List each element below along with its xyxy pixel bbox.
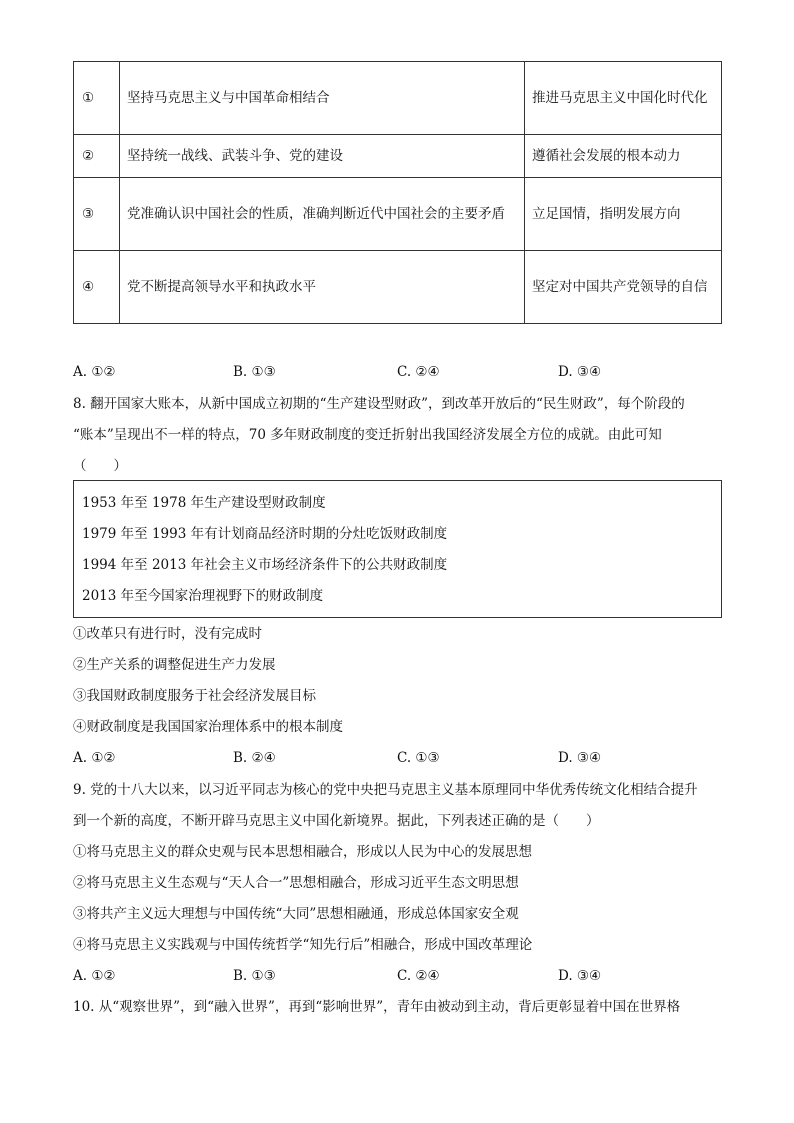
material-line: 1953 年至 1978 年生产建设型财政制度 bbox=[82, 495, 326, 511]
q8-material-box bbox=[73, 480, 722, 618]
table-row bbox=[74, 251, 722, 324]
q7-option-c[interactable]: C. ②④ bbox=[397, 364, 440, 380]
row-number: ① bbox=[74, 62, 120, 135]
q10-stem-line: 10. 从“观察世界”，到“融入世界”，再到“影响世界”，青年由被动到主动，背后更彰显着中国在世界格 bbox=[73, 999, 681, 1015]
q8-statement: ③我国财政制度服务于社会经济发展目标 bbox=[73, 688, 316, 704]
q9-stem-line: 9. 党的十八大以来，以习近平同志为核心的党中央把马克思主义基本原理同中华优秀传统文化相结合提升 bbox=[73, 782, 698, 798]
q9-statement: ①将马克思主义的群众史观与民本思想相融合，形成以人民为中心的发展思想 bbox=[73, 844, 532, 860]
table-row bbox=[74, 178, 722, 251]
q8-statement: ①改革只有进行时，没有完成时 bbox=[73, 626, 262, 642]
material-line: 1979 年至 1993 年有计划商品经济时期的分灶吃饭财政制度 bbox=[82, 526, 448, 542]
q7-option-d[interactable]: D. ③④ bbox=[558, 364, 602, 380]
q9-statement: ③将共产主义远大理想与中国传统“大同”思想相融通，形成总体国家安全观 bbox=[73, 906, 519, 922]
q8-option-d[interactable]: D. ③④ bbox=[558, 750, 602, 766]
row-number: ④ bbox=[74, 251, 120, 324]
q8-statement: ②生产关系的调整促进生产力发展 bbox=[73, 657, 276, 673]
row-meaning: 遵循社会发展的根本动力 bbox=[525, 135, 722, 178]
row-meaning: 推进马克思主义中国化时代化 bbox=[525, 62, 722, 135]
q8-statement: ④财政制度是我国国家治理体系中的根本制度 bbox=[73, 719, 343, 735]
material-line: 1994 年至 2013 年社会主义市场经济条件下的公共财政制度 bbox=[82, 557, 448, 573]
q9-statement: ②将马克思主义生态观与“天人合一”思想相融合，形成习近平生态文明思想 bbox=[73, 875, 519, 891]
q8-stem-line: （ ） bbox=[73, 458, 127, 474]
q7-option-b[interactable]: B. ①③ bbox=[233, 364, 276, 380]
q7-option-a[interactable]: A. ①② bbox=[73, 364, 116, 380]
q9-stem-line: 到一个新的高度，不断开辟马克思主义中国化新境界。据此，下列表述正确的是（ ） bbox=[73, 813, 600, 829]
q9-option-d[interactable]: D. ③④ bbox=[558, 968, 602, 984]
table-row bbox=[74, 135, 722, 178]
q9-option-c[interactable]: C. ②④ bbox=[397, 968, 440, 984]
q9-statement: ④将马克思主义实践观与中国传统哲学“知先行后”相融合，形成中国改革理论 bbox=[73, 937, 533, 953]
row-content: 坚持马克思主义与中国革命相结合 bbox=[120, 62, 525, 135]
row-content: 坚持统一战线、武装斗争、党的建设 bbox=[120, 135, 525, 178]
row-number: ② bbox=[74, 135, 120, 178]
q9-option-a[interactable]: A. ①② bbox=[73, 968, 116, 984]
table-row bbox=[74, 62, 722, 135]
row-content: 党准确认识中国社会的性质，准确判断近代中国社会的主要矛盾 bbox=[120, 178, 525, 251]
q8-option-b[interactable]: B. ②④ bbox=[233, 750, 276, 766]
row-number: ③ bbox=[74, 178, 120, 251]
q8-stem-line: 8. 翻开国家大账本，从新中国成立初期的“生产建设型财政”，到改革开放后的“民生财政”，每个阶段的 bbox=[73, 396, 685, 412]
material-line: 2013 年至今国家治理视野下的财政制度 bbox=[82, 588, 324, 604]
row-meaning: 立足国情，指明发展方向 bbox=[525, 178, 722, 251]
q8-stem-line: “账本”呈现出不一样的特点，70 多年财政制度的变迁折射出我国经济发展全方位的成就。由此可知 bbox=[73, 427, 662, 443]
q8-option-c[interactable]: C. ①③ bbox=[397, 750, 440, 766]
q8-option-a[interactable]: A. ①② bbox=[73, 750, 116, 766]
row-meaning: 坚定对中国共产党领导的自信 bbox=[525, 251, 722, 324]
q7-table bbox=[73, 61, 722, 324]
row-content: 党不断提高领导水平和执政水平 bbox=[120, 251, 525, 324]
q9-option-b[interactable]: B. ①③ bbox=[233, 968, 276, 984]
